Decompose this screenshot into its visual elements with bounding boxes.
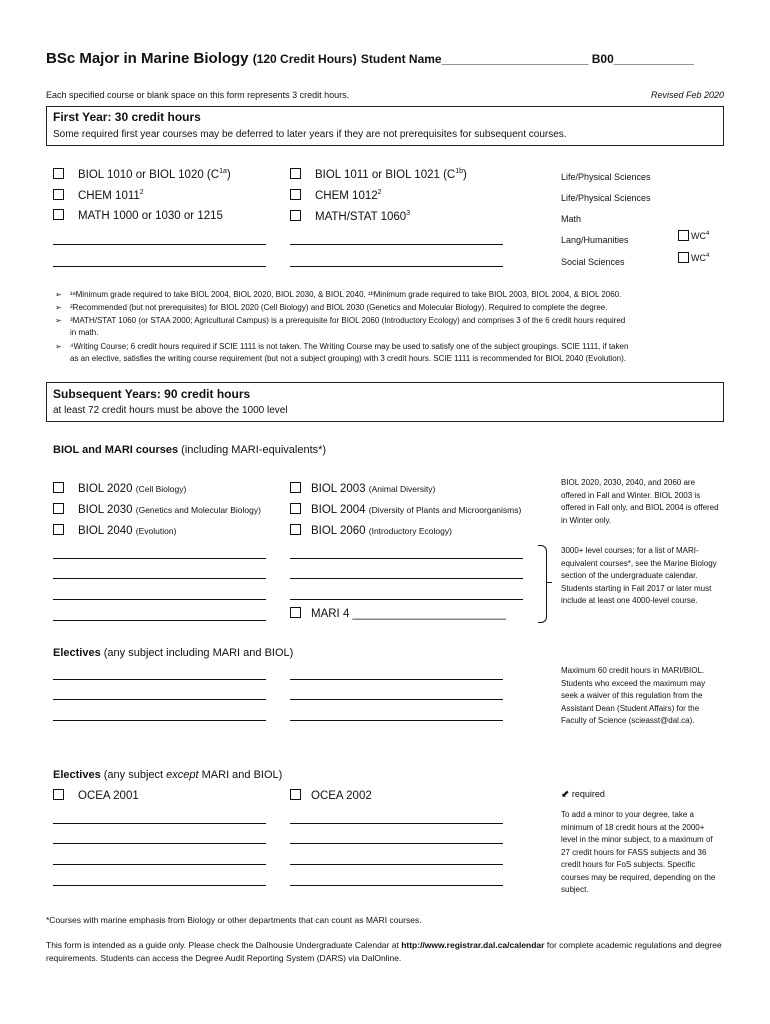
biol-course: BIOL 2004 (Diversity of Plants and Microorganisms) xyxy=(290,504,521,516)
asterisk-note: *Courses with marine emphasis from Biology or other departments that can count as MARI courses. xyxy=(46,915,422,925)
blank-line[interactable] xyxy=(53,578,266,579)
subsequent-years-box xyxy=(46,382,724,422)
fy-course-6: MATH/STAT 1060$^3$ xyxy=(290,210,410,223)
electives-heading: Electives (any subject including MARI and BIOL) xyxy=(53,647,294,659)
checkbox[interactable] xyxy=(678,230,689,241)
mari-equivalent-note: 3000+ level courses; for a list of MARI-equivalent courses*, see the Marine Biology section of the undergraduate calendar. Students starting in Fall 2017 or later must include at least one 4000-level course. xyxy=(561,546,717,605)
biol-mari-heading: BIOL and MARI courses (including MARI-equivalents*) xyxy=(53,444,327,456)
blank-line[interactable] xyxy=(53,679,266,680)
first-year-box xyxy=(46,106,724,146)
first-year-heading: First Year: 30 credit hours xyxy=(53,110,201,124)
note-4b: as an elective, satisfies the writing course requirement (but not a subject grouping) with 3 credit hours. SCIE 1111 is recommended for BIOL 2040 (Evolution). xyxy=(70,354,626,363)
blank-line[interactable] xyxy=(290,266,503,267)
category-label: Math xyxy=(561,214,582,224)
fy-course-1: BIOL 1010 or BIOL 1020 $(C^{1a})$ xyxy=(53,168,231,181)
electives-except-heading: Electives (any subject except MARI and BIOL) xyxy=(53,769,283,781)
checkbox[interactable] xyxy=(53,789,64,800)
blank-line[interactable] xyxy=(290,885,503,886)
fy-course-4: BIOL 1011 or BIOL 1021 $(C^{1b})$ xyxy=(290,168,467,181)
blank-line[interactable] xyxy=(290,679,503,680)
note-3b: in math. xyxy=(70,328,99,337)
note-4: ⁴Writing Course; 6 credit hours required if SCIE 1111 is not taken. The Writing Course may be used to satisfy one of the subject groupings. SCIE 1111, if taken xyxy=(70,342,629,351)
checkbox[interactable] xyxy=(290,789,301,800)
category-label: Life/Physical Sciences xyxy=(561,172,651,182)
blank-line[interactable] xyxy=(53,266,266,267)
checkbox[interactable] xyxy=(290,168,301,179)
subsequent-note: at least 72 credit hours must be above the 1000 level xyxy=(53,405,288,416)
blank-line[interactable] xyxy=(53,843,266,844)
student-name-field[interactable]: Student Name______________________ B00____________ xyxy=(360,52,694,66)
biol-offering-note: BIOL 2020, 2030, 2040, and 2060 are offered in Fall and Winter. BIOL 2003 is offered in Fall only, and BIOL 2004 is offered in Winter only. xyxy=(561,478,719,525)
note-1: ¹ᵃMinimum grade required to take BIOL 2004, BIOL 2020, BIOL 2030, & BIOL 2040. ¹ᵇMinimum grade required to take BIOL 2003, BIOL 2004, & BIOL 2060. xyxy=(70,290,622,299)
bracket-tip xyxy=(546,582,552,583)
checkbox[interactable] xyxy=(290,189,301,200)
instruction-text: Each specified course or blank space on this form represents 3 credit hours. xyxy=(46,90,350,100)
blank-line[interactable] xyxy=(53,558,266,559)
arrow-icon: ⬋ xyxy=(561,789,570,800)
mari4-course[interactable]: MARI 4 ________________________ xyxy=(290,608,506,620)
calendar-link[interactable]: http://www.registrar.dal.ca/calendar xyxy=(401,940,545,950)
note-3: ³MATH/STAT 1060 (or STAA 2000; Agricultural Campus) is a prerequisite for BIOL 2060 (Introductory Ecology) and comprises 3 of the 6 credit hours required xyxy=(70,316,626,325)
title-main: BSc Major in Marine Biology xyxy=(46,50,249,67)
note-bullet: ➢ xyxy=(55,316,62,325)
blank-line[interactable] xyxy=(53,244,266,245)
checkbox[interactable] xyxy=(53,189,64,200)
blank-line[interactable] xyxy=(290,823,503,824)
blank-line[interactable] xyxy=(290,244,503,245)
blank-line[interactable] xyxy=(290,864,503,865)
category-label: Life/Physical Sciences xyxy=(561,193,651,203)
fy-course-2: CHEM 1011$^2$ xyxy=(53,189,144,202)
first-year-note: Some required first year courses may be deferred to later years if they are not prerequisites for subsequent courses. xyxy=(53,129,567,140)
note-bullet: ➢ xyxy=(55,303,62,312)
blank-line[interactable] xyxy=(53,720,266,721)
checkbox[interactable] xyxy=(53,168,64,179)
blank-line[interactable] xyxy=(53,823,266,824)
biol-course: BIOL 2040 (Evolution) xyxy=(53,525,176,537)
wc-checkbox[interactable]: $WC^4$ xyxy=(678,231,709,242)
blank-line[interactable] xyxy=(290,720,503,721)
guide-disclaimer: This form is intended as a guide only. Please check the Dalhousie Undergraduate Calendar at http://www.registrar.dal.ca/calendar for complete academic regulations and degree requirements. Students can access the Degree Audit Reporting System (DARS) via DalOnline. xyxy=(46,940,722,963)
note-bullet: ➢ xyxy=(55,290,62,299)
title-hours: (120 Credit Hours) xyxy=(252,52,357,66)
ocea-course: OCEA 2002 xyxy=(290,790,372,802)
form-title xyxy=(46,50,694,67)
blank-line[interactable] xyxy=(290,699,503,700)
blank-line[interactable] xyxy=(53,599,266,600)
blank-line[interactable] xyxy=(290,578,523,579)
checkbox[interactable] xyxy=(290,503,301,514)
required-legend: ⬋ required xyxy=(561,789,605,800)
checkbox[interactable] xyxy=(290,482,301,493)
wc-checkbox[interactable]: $WC^4$ xyxy=(678,253,709,264)
ocea-course: OCEA 2001 xyxy=(53,790,139,802)
maximum-credit-note: Maximum 60 credit hours in MARI/BIOL. Students who exceed the maximum may seek a waiver of this regulation from the Assistant Dean (Student Affairs) for the Faculty of Science (scieasst@dal.ca). xyxy=(561,666,706,725)
minor-note: To add a minor to your degree, take a minimum of 18 credit hours at the 2000+ level in the minor subject, to a maximum of 27 credit hours for FASS subjects and 36 credit hours for FoS subjects. Specific courses may be required, depending on the subject. xyxy=(561,810,716,894)
biol-course: BIOL 2020 (Cell Biology) xyxy=(53,483,186,495)
checkbox[interactable] xyxy=(290,607,301,618)
note-bullet: ➢ xyxy=(55,342,62,351)
biol-course: BIOL 2003 (Animal Diversity) xyxy=(290,483,435,495)
fy-course-5: CHEM 1012$^2$ xyxy=(290,189,382,202)
note-2: ²Recommended (but not prerequisites) for BIOL 2020 (Cell Biology) and BIOL 2030 (Genetics and Molecular Biology). Required to complete the degree. xyxy=(70,303,608,312)
biol-course: BIOL 2060 (Introductory Ecology) xyxy=(290,525,452,537)
blank-line[interactable] xyxy=(290,843,503,844)
blank-line[interactable] xyxy=(290,599,523,600)
category-label: Social Sciences xyxy=(561,257,625,267)
subsequent-heading: Subsequent Years: 90 credit hours xyxy=(53,387,251,401)
checkbox[interactable] xyxy=(290,524,301,535)
checkbox[interactable] xyxy=(53,524,64,535)
checkbox[interactable] xyxy=(53,503,64,514)
blank-line[interactable] xyxy=(290,558,523,559)
checkbox[interactable] xyxy=(678,252,689,263)
bracket xyxy=(538,545,547,623)
blank-line[interactable] xyxy=(53,620,266,621)
blank-line[interactable] xyxy=(53,699,266,700)
checkbox[interactable] xyxy=(53,209,64,220)
category-label: Lang/Humanities xyxy=(561,235,629,245)
checkbox[interactable] xyxy=(290,210,301,221)
blank-line[interactable] xyxy=(53,885,266,886)
checkbox[interactable] xyxy=(53,482,64,493)
revised-date: Revised Feb 2020 xyxy=(650,90,724,100)
blank-line[interactable] xyxy=(53,864,266,865)
fy-course-3: MATH 1000 or 1030 or 1215 xyxy=(53,210,223,222)
biol-course: BIOL 2030 (Genetics and Molecular Biology) xyxy=(53,504,261,516)
